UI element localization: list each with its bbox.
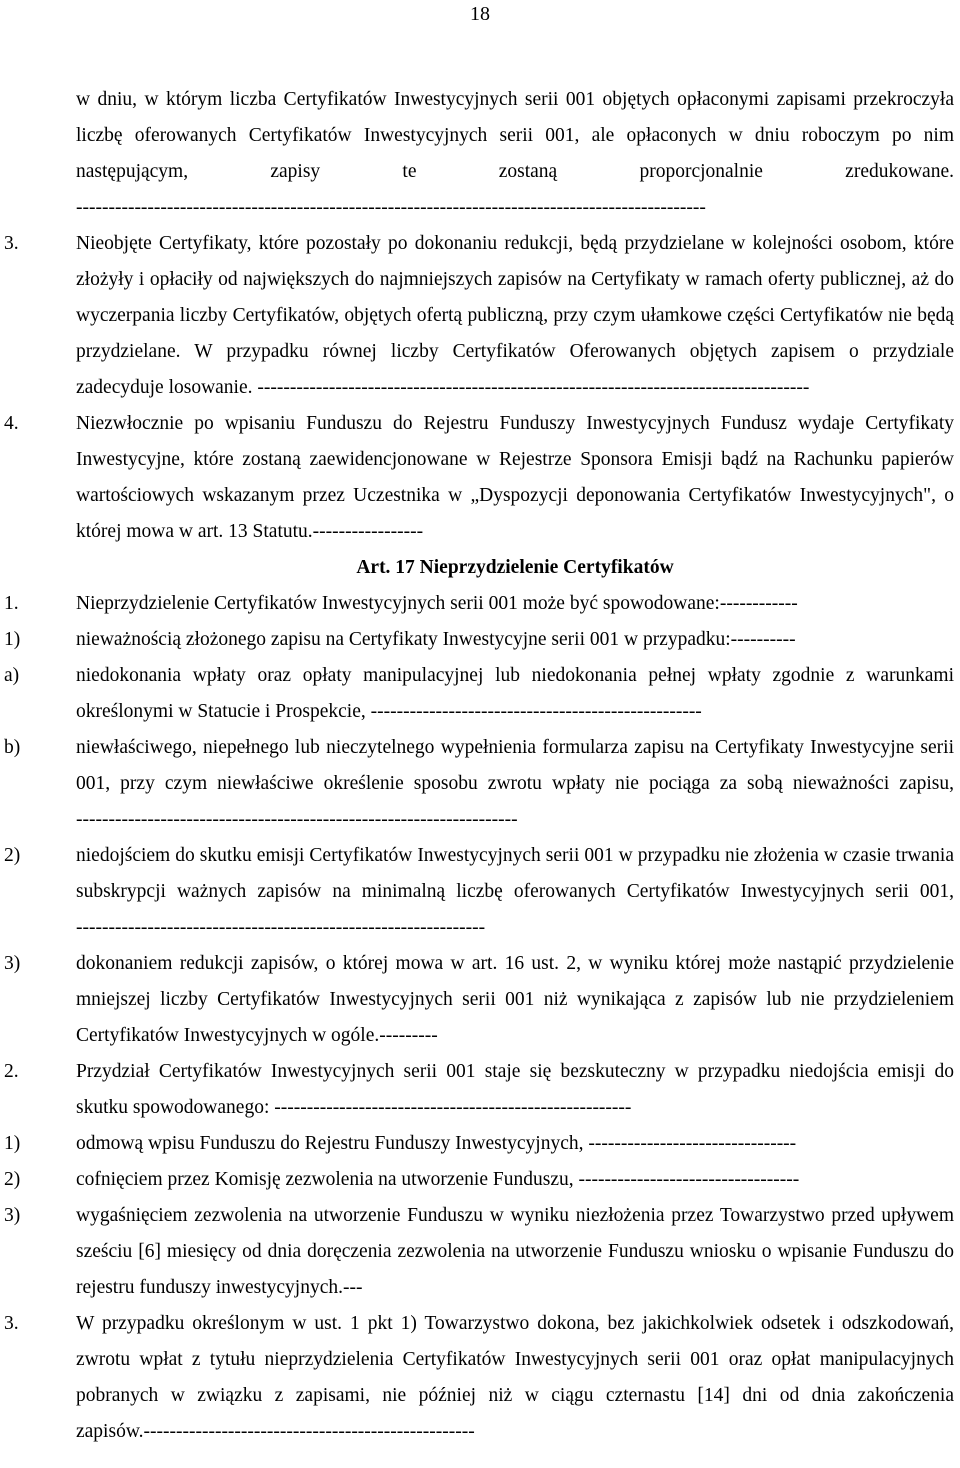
article-item [0, 622, 960, 658]
item-marker: b) [4, 737, 21, 758]
item-text: niewłaściwego, niepełnego lub nieczytelnego wypełnienia formularza zapisu na Certyfikaty Inwestycyjne serii 001, przy czym niewłaściwe określenie sposobu zwrotu wpłaty nie pociąga za sobą nieważności zapisu, -------------------------------------------------------------------- [76, 737, 954, 830]
paragraph-4 [0, 406, 960, 550]
article-item [0, 730, 960, 838]
item-text: Nieprzydzielenie Certyfikatów Inwestycyjnych serii 001 może być spowodowane:------------ [76, 593, 798, 614]
paragraph-marker: 4. [4, 413, 19, 434]
item-text: cofnięciem przez Komisję zezwolenia na utworzenie Funduszu, ---------------------------------- [76, 1169, 800, 1190]
dash-filler: --------- [379, 1025, 438, 1046]
dash-filler: ------------------------------------------------------- [274, 1097, 632, 1118]
paragraph-text: w dniu, w którym liczba Certyfikatów Inwestycyjnych serii 001 objętych opłaconymi zapisami przekroczyła liczbę oferowanych Certyfikatów Inwestycyjnych serii 001, ale opłaconych w dniu roboczym po nim następującym, zapisy te zostaną proporcjonalnie zredukowane. ------------------------------------------------------------------------------------------------- [76, 89, 954, 218]
item-text: dokonaniem redukcji zapisów, o której mowa w art. 16 ust. 2, w wyniku której może nastąpić przydzielenie mniejszej liczby Certyfikatów Inwestycyjnych serii 001 niż wynikająca z zapisów lub nie przydzieleniem Certyfikatów Inwestycyjnych w ogóle.--------- [76, 953, 954, 1046]
paragraph-text: Niezwłocznie po wpisaniu Funduszu do Rejestru Funduszy Inwestycyjnych Fundusz wydaje Certyfikaty Inwestycyjne, które zostaną zaewidencjonowane w Rejestrze Sponsora Emisji bądź na Rachunku papierów wartościowych wskazanym przez Uczestnika w „Dyspozycji deponowania Certyfikatów Inwestycyjnych", o której mowa w art. 13 Statutu.----------------- [76, 413, 954, 542]
dash-filler: -------------------------------------------------------------------- [76, 809, 518, 830]
item-text: nieważnością złożonego zapisu na Certyfikaty Inwestycyjne serii 001 w przypadku:---------- [76, 629, 796, 650]
paragraph-marker: 3. [4, 233, 19, 254]
item-marker: 2) [4, 845, 21, 866]
item-marker: 3) [4, 953, 21, 974]
dash-filler: ---------- [730, 629, 796, 650]
item-text: Przydział Certyfikatów Inwestycyjnych serii 001 staje się bezskuteczny w przypadku niedojścia emisji do skutku spowodowanego: ------------------------------------------------------- [76, 1061, 954, 1118]
paragraph-3 [0, 226, 960, 406]
item-marker: 3. [4, 1313, 19, 1334]
item-marker: 1) [4, 629, 21, 650]
item-text: niedojściem do skutku emisji Certyfikatów Inwestycyjnych serii 001 w przypadku nie złożenia w czasie trwania subskrypcji ważnych zapisów na minimalną liczbę oferowanych Certyfikatów Inwestycyjnych serii 001, --------------------------------------------------------------- [76, 845, 954, 938]
article-item [0, 946, 960, 1054]
dash-filler: ------------------------------------------------------------------------------------- [257, 377, 810, 398]
dash-filler: ----------------- [312, 521, 424, 542]
item-marker: 1) [4, 1133, 21, 1154]
item-marker: 3) [4, 1205, 21, 1226]
item-text: wygaśnięciem zezwolenia na utworzenie Funduszu w wyniku niezłożenia przez Towarzystwo przed upływem sześciu [6] miesięcy od dnia doręczenia zezwolenia na utworzenie Funduszu wniosku o wpisanie Funduszu do rejestru funduszy inwestycyjnych.--- [76, 1205, 954, 1298]
dash-filler: ------------------------------------------------------------------------------------------------- [76, 197, 706, 218]
dash-filler: --- [342, 1277, 363, 1298]
paragraph-continuation [0, 82, 960, 226]
item-marker: 2. [4, 1061, 19, 1082]
dash-filler: --------------------------------------------------- [143, 1421, 475, 1442]
article-item [0, 1054, 960, 1126]
dash-filler: ------------ [719, 593, 798, 614]
article-item [0, 586, 960, 622]
document-body [0, 82, 960, 1450]
dash-filler: --------------------------------------------------------------- [76, 917, 486, 938]
article-heading: Art. 17 Nieprzydzielenie Certyfikatów [356, 557, 674, 578]
dash-filler: -------------------------------- [588, 1133, 797, 1154]
article-item [0, 838, 960, 946]
item-text: odmową wpisu Funduszu do Rejestru Funduszy Inwestycyjnych, -------------------------------- [76, 1133, 797, 1154]
page-number: 18 [470, 3, 490, 25]
article-item [0, 1198, 960, 1306]
dash-filler: ---------------------------------- [578, 1169, 800, 1190]
item-marker: 1. [4, 593, 19, 614]
article-item [0, 1162, 960, 1198]
item-marker: 2) [4, 1169, 21, 1190]
article-item [0, 1306, 960, 1450]
paragraph-text: Nieobjęte Certyfikaty, które pozostały po dokonaniu redukcji, będą przydzielane w kolejności osobom, które złożyły i opłaciły od największych do najmniejszych zapisów na Certyfikaty w ramach oferty publicznej, aż do wyczerpania liczby Certyfikatów, objętych ofertą publiczną, przy czym ułamkowe części Certyfikatów nie będą przydzielane. W przypadku równej liczby Certyfikatów Oferowanych objętych zapisem o przydziale zadecyduje losowanie. ------------------------------------------------------------------------------------- [76, 233, 954, 398]
item-text: W przypadku określonym w ust. 1 pkt 1) Towarzystwo dokona, bez jakichkolwiek odsetek i odszkodowań, zwrotu wpłat z tytułu nieprzydzielenia Certyfikatów Inwestycyjnych serii 001 oraz opłat manipulacyjnych pobranych w związku z zapisami, nie później niż w ciągu czternastu [14] dni od dnia zakończenia zapisów.--------------------------------------------------- [76, 1313, 954, 1442]
item-marker: a) [4, 665, 20, 686]
item-text: niedokonania wpłaty oraz opłaty manipulacyjnej lub niedokonania pełnej wpłaty zgodnie z warunkami określonymi w Statucie i Prospekcie, --------------------------------------------------- [76, 665, 954, 722]
article-item [0, 658, 960, 730]
article-item [0, 1126, 960, 1162]
dash-filler: --------------------------------------------------- [370, 701, 702, 722]
